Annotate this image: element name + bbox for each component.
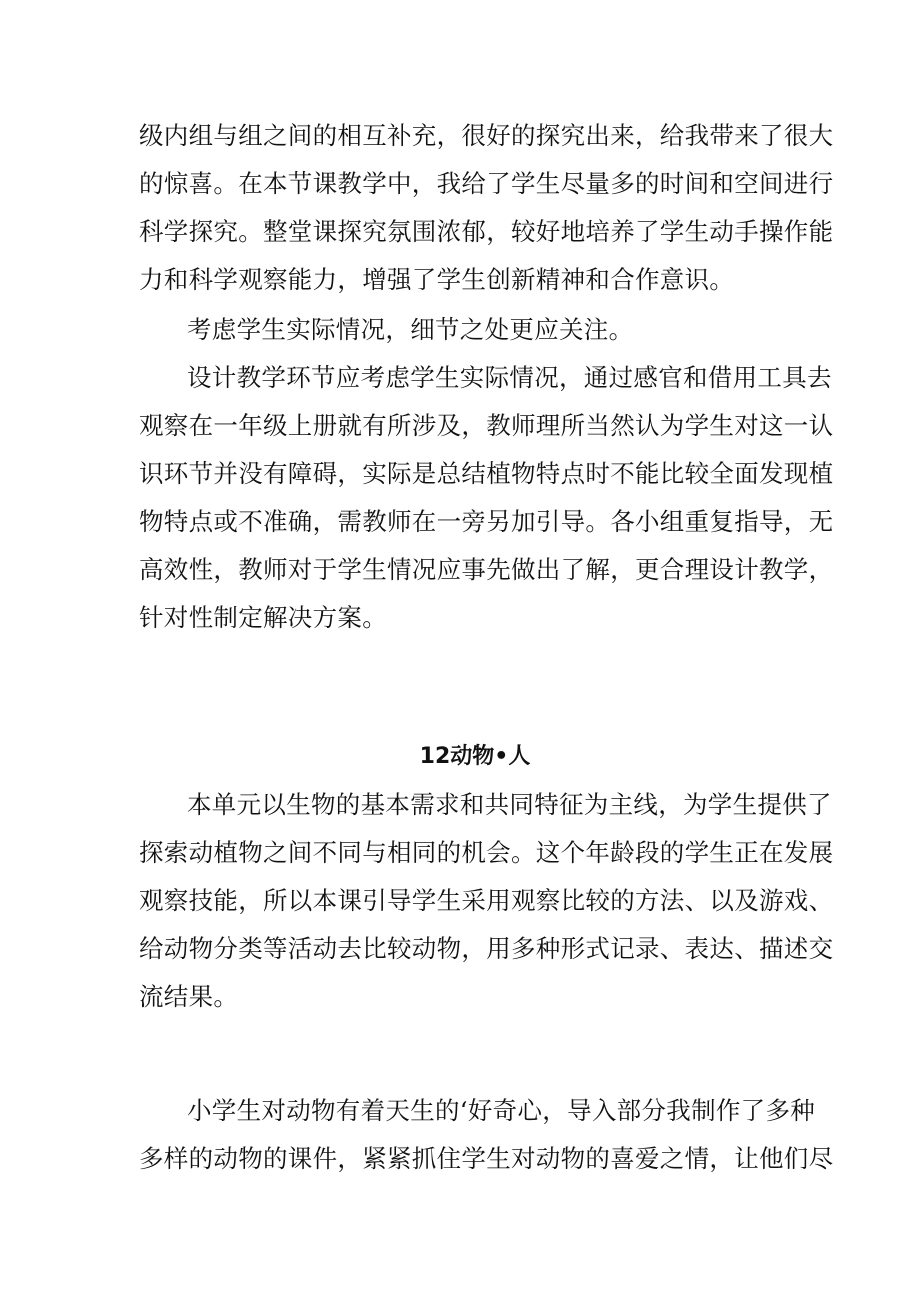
text-line: 探索动植物之间不同与相同的机会。这个年龄段的学生正在发展 <box>139 838 834 867</box>
text-line: 高效性，教师对于学生情况应事先做出了解，更合理设计教学， <box>139 555 834 584</box>
text-line: 识环节并没有障碍，实际是总结植物特点时不能比较全面发现植 <box>139 459 834 488</box>
text-line: 流结果。 <box>139 982 239 1011</box>
paragraph-3 <box>139 354 834 642</box>
text-line: 观察技能，所以本课引导学生采用观察比较的方法、以及游戏、 <box>139 886 834 915</box>
text-line: 多样的动物的课件，紧紧抓住学生对动物的喜爱之情，让他们尽 <box>139 1144 834 1173</box>
paragraph-5 <box>139 1087 834 1183</box>
text-line: 级内组与组之间的相互补充，很好的探究出来，给我带来了很大 <box>139 121 834 150</box>
text-line: 科学探究。整堂课探究氛围浓郁，较好地培养了学生动手操作能 <box>139 217 834 246</box>
text-line: 的惊喜。在本节课教学中，我给了学生尽量多的时间和空间进行 <box>139 169 834 198</box>
text-line: 物特点或不准确，需教师在一旁另加引导。各小组重复指导，无 <box>139 507 834 536</box>
paragraph-4 <box>139 781 834 1021</box>
text-line: 本单元以生物的基本需求和共同特征为主线，为学生提供了 <box>187 790 832 819</box>
section-heading: 12动物•人 <box>419 744 531 769</box>
text-line: 小学生对动物有着天生的‘好奇心，导入部分我制作了多种 <box>187 1096 816 1125</box>
text-line: 给动物分类等活动去比较动物，用多种形式记录、表达、描述交 <box>139 934 834 963</box>
paragraph-2 <box>139 306 785 354</box>
text-line: 针对性制定解决方案。 <box>139 603 387 632</box>
text-line: 设计教学环节应考虑学生实际情况，通过感官和借用工具去 <box>187 363 832 392</box>
paragraph-1 <box>139 112 834 304</box>
text-line: 力和科学观察能力，增强了学生创新精神和合作意识。 <box>139 265 735 294</box>
text-line: 考虑学生实际情况，细节之处更应关注。 <box>187 315 634 344</box>
text-line: 观察在一年级上册就有所涉及，教师理所当然认为学生对这一认 <box>139 411 834 440</box>
